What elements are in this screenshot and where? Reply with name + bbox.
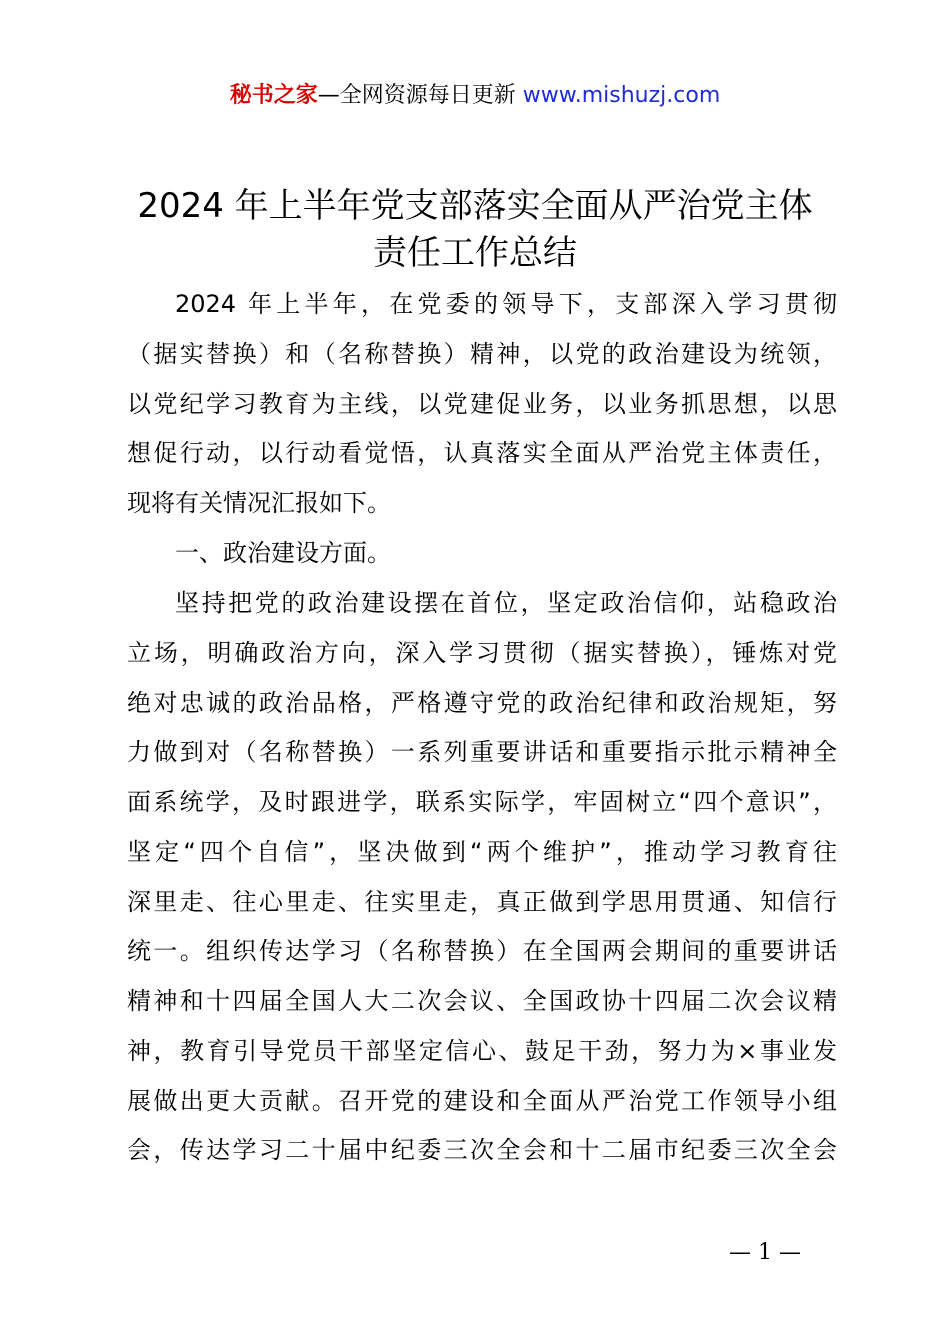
page-number: — 1 — (729, 1240, 801, 1265)
site-url-link[interactable]: www.mishuzj.com (522, 83, 721, 108)
paragraph-line: 绝对忠诚的政治品格，严格遵守党的政治纪律和政治规矩，努 (127, 689, 837, 717)
brand-name: 秘书之家 (229, 83, 318, 108)
paragraph-line: 统一。组织传达学习（名称替换）在全国两会期间的重要讲话 (127, 937, 837, 965)
header-tagline: —全网资源每日更新 (317, 83, 523, 108)
paragraph-line: 以党纪学习教育为主线，以党建促业务，以业务抓思想，以思 (127, 390, 837, 418)
paragraph-line: （据实替换）和（名称替换）精神，以党的政治建设为统领， (127, 340, 837, 368)
title-line-2: 责任工作总结 (373, 233, 577, 273)
section-heading: 一、政治建设方面。 (175, 539, 391, 567)
title-line-1: 2024 年上半年党支部落实全面从严治党主体 (137, 186, 813, 226)
paragraph-line: 现将有关情况汇报如下。 (127, 489, 391, 517)
paragraph-line: 2024 年上半年，在党委的领导下，支部深入学习贯彻 (175, 290, 837, 318)
paragraph-line: 深里走、往心里走、往实里走，真正做到学思用贯通、知信行 (127, 888, 837, 916)
paragraph-line: 神，教育引导党员干部坚定信心、鼓足干劲，努力为×事业发 (127, 1037, 837, 1065)
paragraph-line: 展做出更大贡献。召开党的建设和全面从严治党工作领导小组 (127, 1087, 837, 1115)
paragraph-line: 立场，明确政治方向，深入学习贯彻（据实替换），锤炼对党 (127, 639, 837, 667)
paragraph-line: 坚持把党的政治建设摆在首位，坚定政治信仰，站稳政治 (175, 589, 837, 617)
document-title (0, 183, 950, 277)
paragraph-line: 面系统学，及时跟进学，联系实际学，牢固树立“四个意识”， (127, 788, 837, 816)
paragraph-line: 会，传达学习二十届中纪委三次全会和十二届市纪委三次全会 (127, 1136, 837, 1164)
paragraph-line: 坚定“四个自信”，坚决做到“两个维护”，推动学习教育往 (127, 838, 837, 866)
paragraph-line: 力做到对（名称替换）一系列重要讲话和重要指示批示精神全 (127, 738, 837, 766)
paragraph-line: 精神和十四届全国人大二次会议、全国政协十四届二次会议精 (127, 987, 837, 1015)
site-header (0, 80, 950, 112)
paragraph-line: 想促行动，以行动看觉悟，认真落实全面从严治党主体责任， (127, 439, 837, 467)
